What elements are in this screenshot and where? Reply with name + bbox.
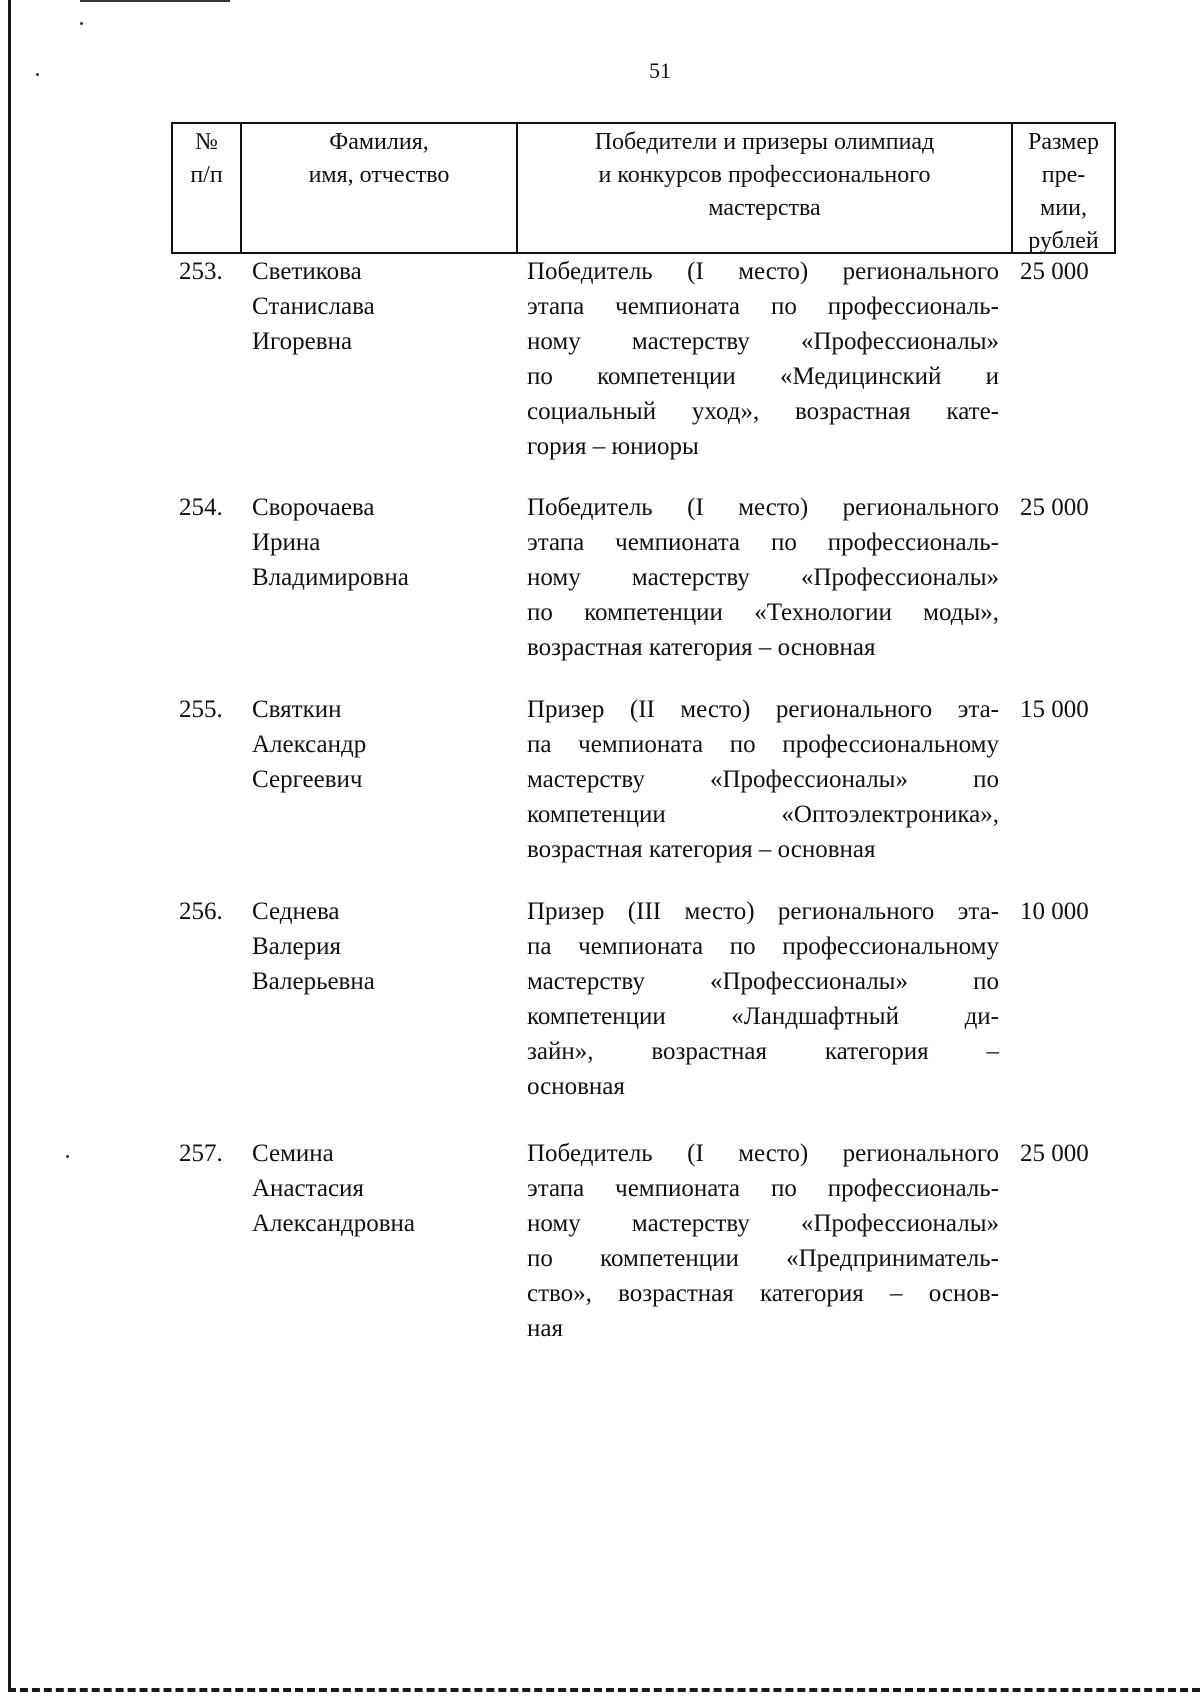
scan-border-top bbox=[80, 0, 230, 2]
header-description: Победители и призеры олимпиад и конкурсов профессионального мастерства bbox=[518, 124, 1013, 253]
row-amount: 25 000 bbox=[1020, 494, 1089, 521]
scan-border-left bbox=[8, 0, 11, 1690]
row-number: 255. bbox=[179, 696, 223, 723]
row-full-name: Святкин Александр Сергеевич bbox=[252, 696, 367, 793]
header-name: Фамилия, имя, отчество bbox=[242, 124, 518, 253]
row-full-name: Сворочаева Ирина Владимировна bbox=[252, 494, 409, 591]
row-amount: 25 000 bbox=[1020, 258, 1089, 285]
scan-speck bbox=[80, 22, 83, 25]
row-number: 256. bbox=[179, 898, 223, 925]
row-full-name: Семина Анастасия Александровна bbox=[252, 1140, 416, 1237]
header-amount: Размер пре- мии, рублей bbox=[1028, 129, 1099, 254]
row-number: 253. bbox=[179, 258, 223, 285]
row-amount: 15 000 bbox=[1020, 696, 1089, 723]
scan-speck bbox=[66, 1155, 69, 1158]
row-description: Победитель (I место) регионального этапа чемпионата по профессиональ- ному мастерству «Профессионалы» по компетенции «Медицинский и социальный уход», возрастная кате- гория – юниоры bbox=[527, 258, 999, 460]
row-number: 257. bbox=[179, 1140, 223, 1167]
row-description: Победитель (I место) регионального этапа чемпионата по профессиональ- ному мастерству «Профессионалы» по компетенции «Предприниматель- ство», возрастная категория – основ- ная bbox=[527, 1140, 999, 1342]
row-amount: 25 000 bbox=[1020, 1140, 1089, 1167]
scan-border-bottom bbox=[8, 1688, 1200, 1692]
row-number: 254. bbox=[179, 494, 223, 521]
row-description: Призер (II место) регионального эта- па чемпионата по профессиональному мастерству «Профессионалы» по компетенции «Оптоэлектроника», возрастная категория – основная bbox=[527, 696, 999, 863]
header-number: № п/п bbox=[173, 124, 242, 253]
table-header bbox=[171, 122, 1116, 253]
row-amount: 10 000 bbox=[1020, 898, 1089, 925]
row-full-name: Седнева Валерия Валерьевна bbox=[252, 898, 375, 995]
page-number: 51 bbox=[649, 58, 671, 83]
row-description: Призер (III место) регионального эта- па чемпионата по профессиональному мастерству «Профессионалы» по компетенции «Ландшафтный ди- зайн», возрастная категория – основная bbox=[527, 898, 999, 1100]
row-description: Победитель (I место) регионального этапа чемпионата по профессиональ- ному мастерству «Профессионалы» по компетенции «Технологии моды», возрастная категория – основная bbox=[527, 494, 999, 661]
row-full-name: Светикова Станислава Игоревна bbox=[252, 258, 375, 355]
